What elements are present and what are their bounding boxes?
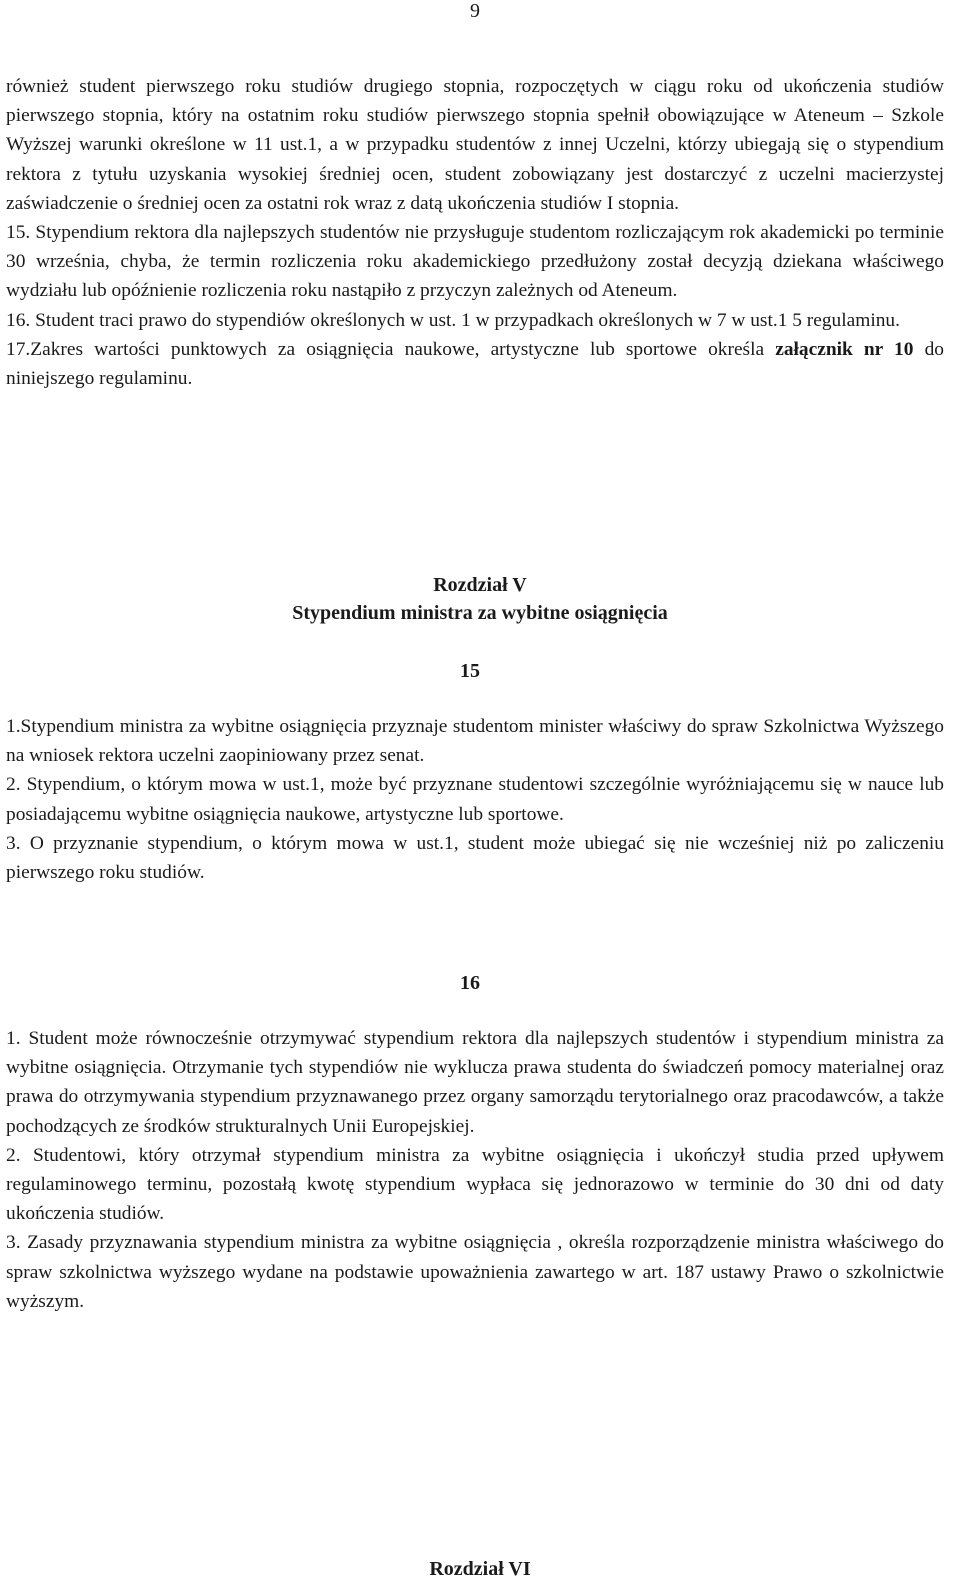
annex-reference: załącznik nr 10 <box>775 338 914 360</box>
section-15-marker <box>450 656 480 686</box>
paragraph-17-end: do niniejszego regulaminu. <box>6 338 944 390</box>
section-15-body <box>6 712 944 887</box>
paragraph-15-3: 3. O przyznanie stypendium, o którym mowa w ust.1, student może ubiegać się nie wcześniej niż po zaliczeniu pierwszego roku studiów. <box>6 832 944 884</box>
paragraph-17-text: 17.Zakres wartości punktowych za osiągnięcia naukowe, artystyczne lub sportowe określa <box>6 338 765 360</box>
page-number: 9 <box>470 0 480 22</box>
chapter-v-title: Stypendium ministra za wybitne osiągnięcia <box>292 602 668 624</box>
chapter-v-heading: Rozdział V <box>433 574 527 596</box>
paragraph-14-14-continued: również student pierwszego roku studiów drugiego stopnia, rozpoczętych w ciągu roku od ukończenia studiów pierwszego stopnia, który na ostatnim roku studiów pierwszego stopnia spełnił obowiązujące w Ateneum – Szkole Wyższej warunki określone w 11 ust.1, a w przypadku studentów z innej Uczelni, którzy ubiegają się o stypendium rektora z tytułu uzyskania wysokiej średniej ocen, student zobowiązany jest dostarczyć z uczelni macierzystej zaświadczenie o średniej ocen za ostatni rok wraz z datą ukończenia studiów I stopnia. <box>6 76 944 214</box>
section-14-continuation <box>6 72 944 393</box>
section-16-body <box>6 1024 944 1316</box>
paragraph-16-1: 1. Student może równocześnie otrzymywać stypendium rektora dla najlepszych studentów i stypendium ministra za wybitne osiągnięcia. Otrzymanie tych stypendiów nie wyklucza prawa studenta do świadczeń pomocy materialnej oraz prawa do otrzymywania stypendium przyznawanego przez organy samorządu terytorialnego oraz pracodawców, a także pochodzących ze środków strukturalnych Unii Europejskiej. <box>6 1028 944 1137</box>
paragraph-14-16: 16. Student traci prawo do stypendiów określonych w ust. 1 w przypadkach określonych w 7 w ust.1 5 regulaminu. <box>6 309 900 331</box>
paragraph-15-1: 1.Stypendium ministra za wybitne osiągnięcia przyznaje studentom minister właściwy do spraw Szkolnictwa Wyższego na wniosek rektora uczelni zaopiniowany przez senat. <box>6 716 944 767</box>
section-15-number: 15 <box>460 660 480 682</box>
chapter-vi-heading: Rozdział VI <box>429 1558 531 1580</box>
paragraph-15-2: 2. Stypendium, o którym mowa w ust.1, może być przyznane studentowi szczególnie wyróżniającemu się w nauce lub posiadającemu wybitne osiągnięcia naukowe, artystyczne lub sportowe. <box>6 774 944 825</box>
paragraph-14-15: 15. Stypendium rektora dla najlepszych studentów nie przysługuje studentom rozliczającym rok akademicki po terminie 30 września, chyba, że termin rozliczenia roku akademickiego przedłużony został decyzją dziekana właściwego wydziału lub opóźnienie rozliczenia roku nastąpiło z przyczyn zależnych od Ateneum. <box>6 222 944 302</box>
paragraph-16-3: 3. Zasady przyznawania stypendium ministra za wybitne osiągnięcia , określa rozporządzenie ministra właściwego do spraw szkolnictwa wyższego wydane na podstawie upoważnienia zawartego w art. 187 ustawy Prawo o szkolnictwie wyższym. <box>6 1232 944 1312</box>
section-16-number: 16 <box>460 972 480 994</box>
paragraph-14-17 <box>6 335 944 393</box>
section-16-marker <box>450 968 480 998</box>
paragraph-16-2: 2. Studentowi, który otrzymał stypendium ministra za wybitne osiągnięcia i ukończył studia przed upływem regulaminowego terminu, pozostałą kwotę stypendium wypłaca się jednorazowo w terminie do 30 dni od daty ukończenia studiów. <box>6 1144 944 1225</box>
